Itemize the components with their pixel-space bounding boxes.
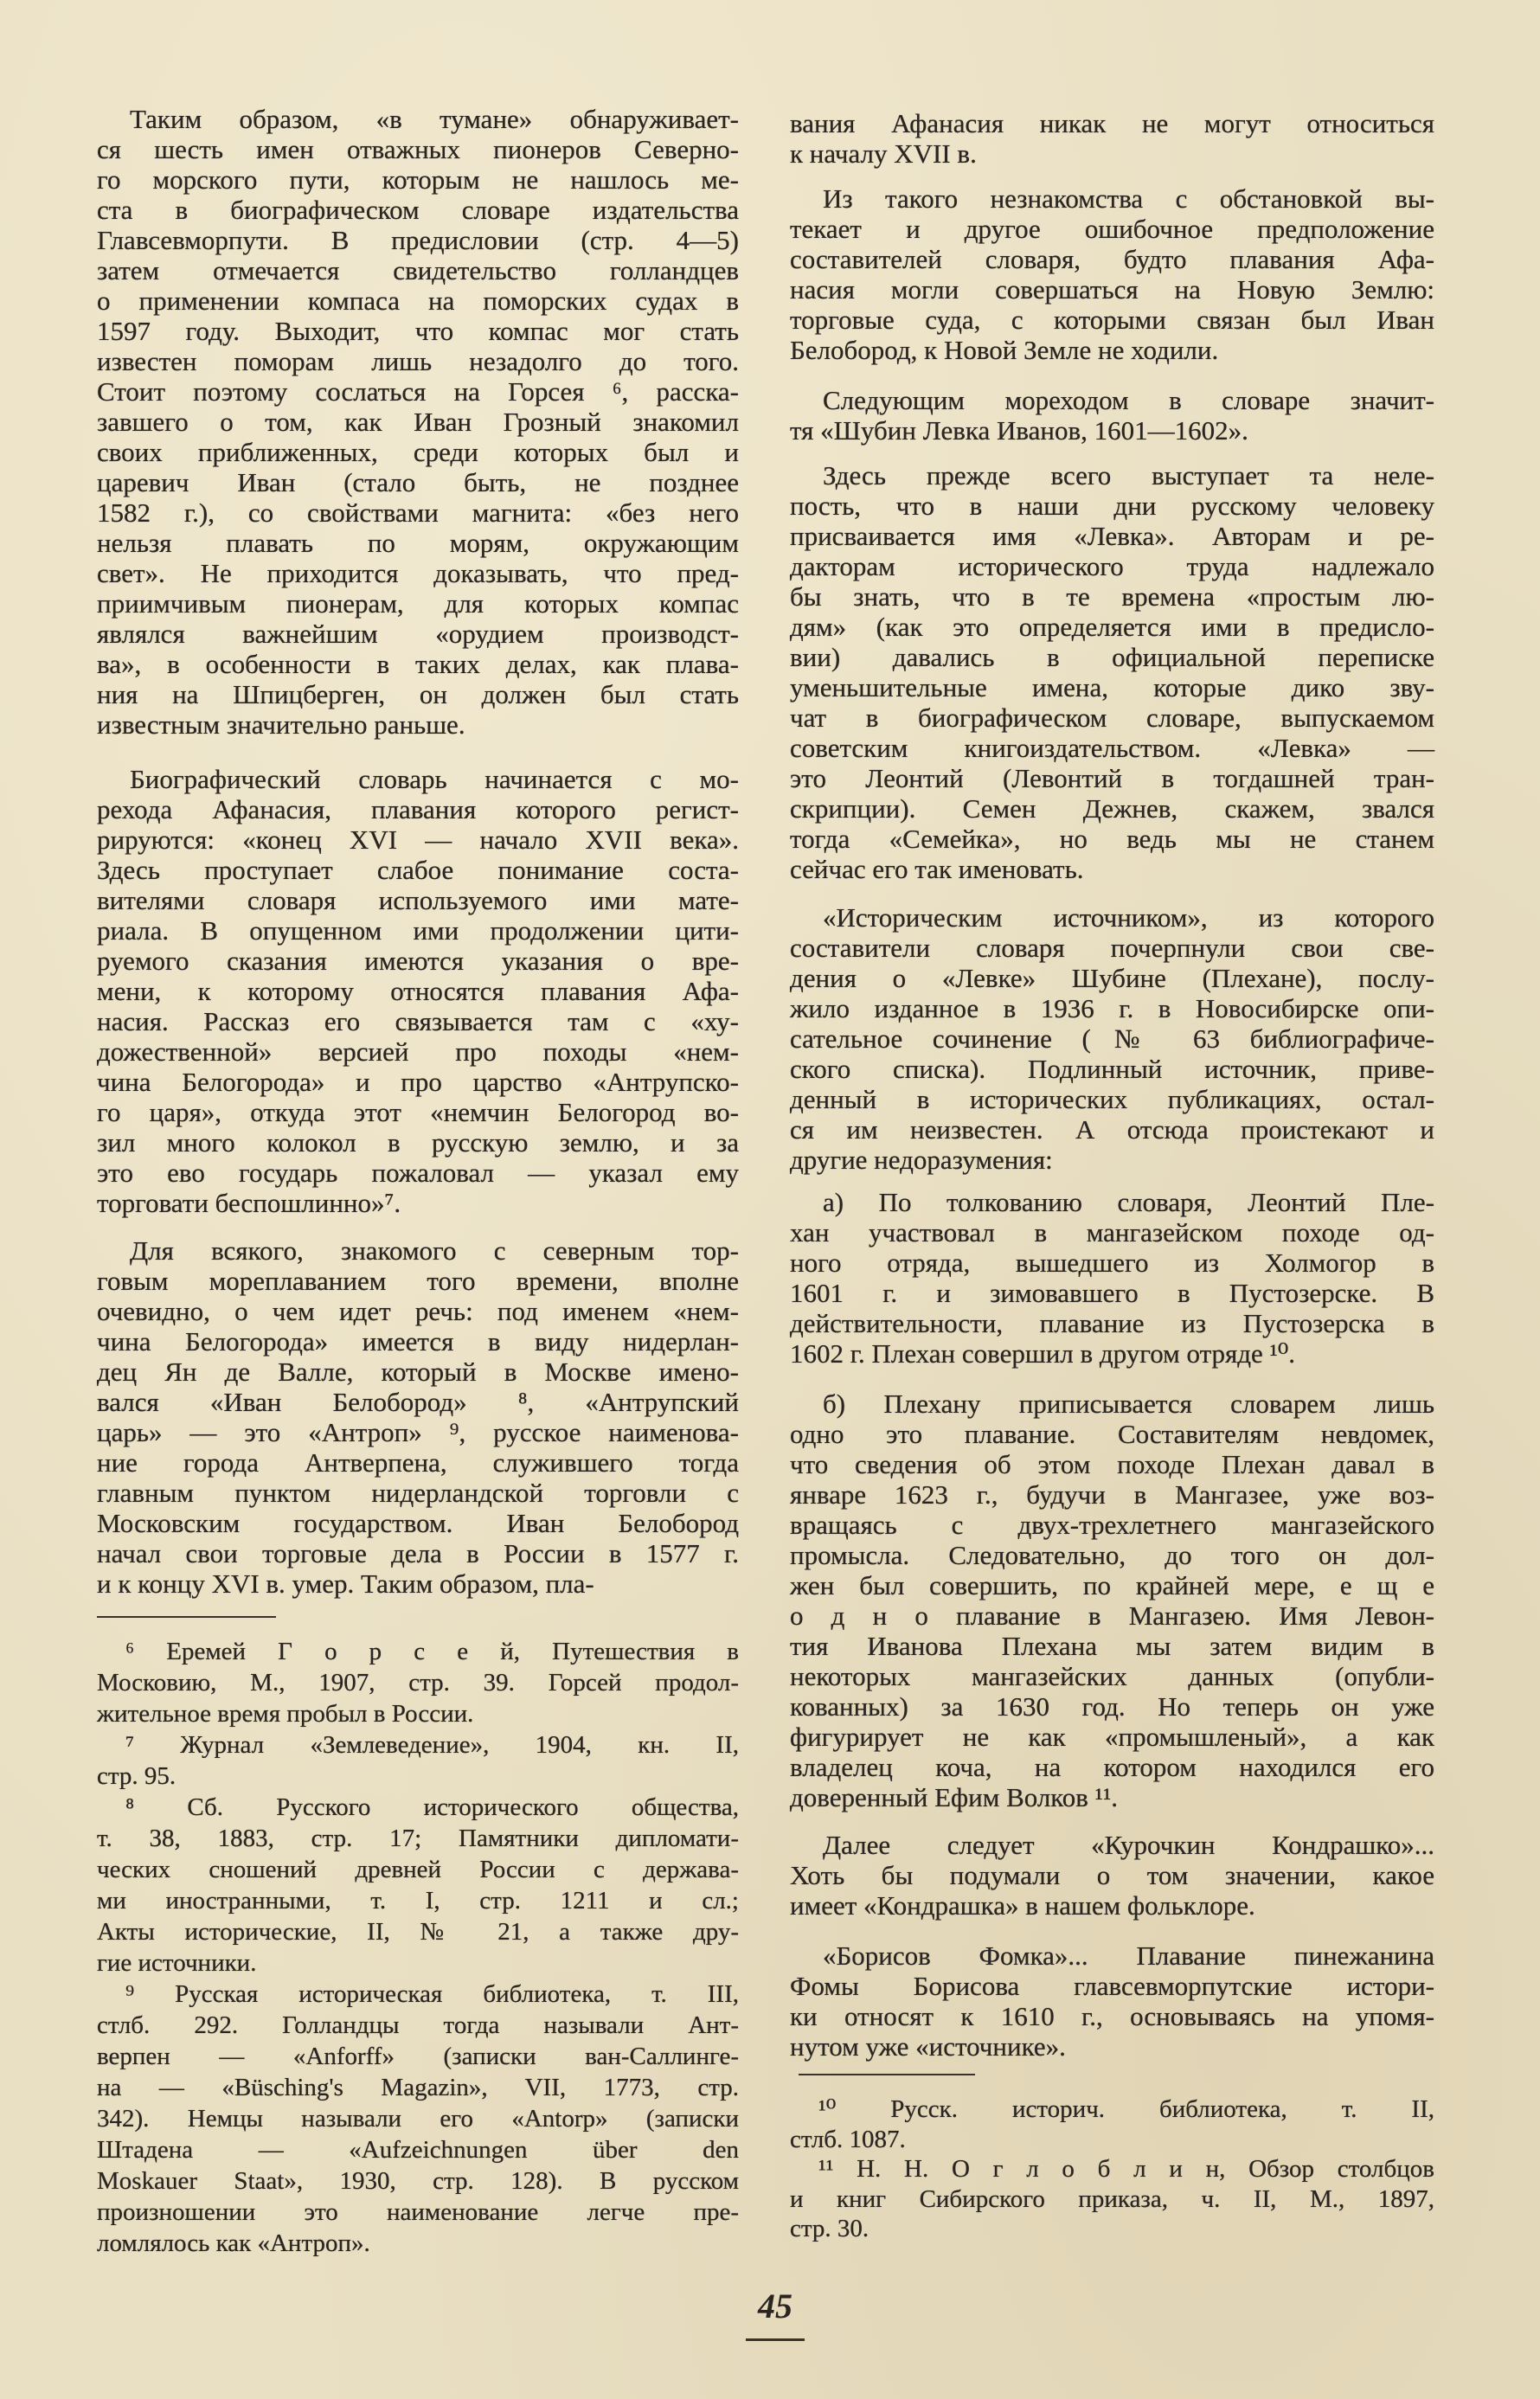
text-line: 1597 году. Выходит, что компас мог стать <box>97 316 739 346</box>
text-line: на — «Büsching's Magazin», VII, 1773, стр. <box>97 2074 739 2101</box>
text-line: царевич Иван (стало быть, не позднее <box>97 467 739 497</box>
text-line: Здесь проступает слабое понимание соста- <box>97 855 739 885</box>
left-paragraph-1 <box>97 104 739 740</box>
text-line: чина Белогорода» имеется в виду нидерлан- <box>97 1326 739 1357</box>
text-line: гие источники. <box>97 1949 257 1977</box>
text-line: Белобород, к Новой Земле не ходили. <box>790 335 1219 365</box>
text-line: стлб. 1087. <box>790 2125 906 2153</box>
text-line: о д н о плавание в Мангазею. Имя Левон- <box>790 1600 1434 1631</box>
text-line: Стоит поэтому сослаться на Горсея ⁶, расска- <box>97 376 739 407</box>
text-line: ломлялось как «Антроп». <box>97 2229 370 2257</box>
text-line: вителями словаря используемого ими мате- <box>97 885 739 915</box>
text-line: приимчивым пионерам, для которых компас <box>97 588 739 619</box>
text-line: дец Ян де Валле, который в Москве имено- <box>97 1357 739 1387</box>
text-line: ⁸ Сб. Русского исторического общества, <box>125 1793 739 1821</box>
footnote-9 <box>97 1979 739 2259</box>
footnote-8 <box>97 1792 739 1979</box>
text-line: и книг Сибирского приказа, ч. II, М., 1897, <box>790 2184 1434 2213</box>
right-paragraph-3 <box>790 385 1434 446</box>
footnote-6 <box>97 1636 739 1729</box>
footnote-10 <box>790 2094 1434 2154</box>
text-line: вращаясь с двух-трехлетнего мангазейского <box>790 1510 1434 1540</box>
text-line: скрипции). Семен Дежнев, скажем, звался <box>790 793 1434 824</box>
text-line: Акты исторические, II, № 21, а также дру- <box>97 1918 739 1946</box>
text-line: ческих сношений древней России с держава- <box>97 1856 739 1883</box>
text-line: это Леонтий (Левонтий в тогдашней тран- <box>790 763 1434 793</box>
text-line: хан участвовал в мангазейском походе од- <box>790 1217 1434 1248</box>
text-line: дожественной» версией про походы «нем- <box>97 1036 739 1067</box>
right-footnotes <box>790 2094 1434 2244</box>
right-paragraph-9 <box>790 1940 1434 2062</box>
text-line: текает и другое ошибочное предположение <box>790 214 1434 244</box>
text-line: свет». Не приходится доказывать, что пред- <box>97 558 739 588</box>
text-line: доверенный Ефим Волков ¹¹. <box>790 1782 1119 1812</box>
text-line: ного отряда, вышедшего из Холмогор в <box>790 1248 1434 1278</box>
page-number-underline <box>746 2338 805 2341</box>
text-line: Далее следует «Курочкин Кондрашко»... <box>823 1830 1434 1860</box>
text-line: владелец коча, на котором находился его <box>790 1752 1434 1782</box>
text-line: дакторам исторического труда надлежало <box>790 551 1434 581</box>
right-paragraph-4 <box>790 460 1434 884</box>
text-line: ся шесть имен отважных пионеров Северно- <box>97 134 739 164</box>
text-line: б) Плехану приписывается словарем лишь <box>823 1389 1434 1419</box>
text-line: вания Афанасия никак не могут относиться <box>790 108 1434 138</box>
text-line: рехода Афанасия, плавания которого регист- <box>97 794 739 824</box>
text-line: некоторых мангазейских данных (опубли- <box>790 1661 1434 1691</box>
text-line: что сведения об этом походе Плехан давал в <box>790 1449 1434 1479</box>
text-line: сейчас его так именовать. <box>790 854 1084 884</box>
text-line: ся им неизвестен. А отсюда проистекают и <box>790 1114 1434 1145</box>
text-line: январе 1623 г., будучи в Мангазее, уже воз- <box>790 1479 1434 1510</box>
text-line: и к концу XVI в. умер. Таким образом, пла- <box>97 1568 594 1599</box>
text-line: царь» — это «Антроп» ⁹, русское наименова- <box>97 1417 739 1447</box>
text-line: го морского пути, которым не нашлось ме- <box>97 164 739 195</box>
text-line: одно это плавание. Составителям невдомек, <box>790 1419 1434 1449</box>
text-line: составители словаря почерпнули свои све- <box>790 933 1434 963</box>
text-line: Фомы Борисова главсевморпутские истори- <box>790 1971 1434 2001</box>
footnote-divider-left <box>97 1616 276 1618</box>
text-line: завшего о том, как Иван Грозный знакомил <box>97 407 739 437</box>
text-line: Из такого незнакомства с обстановкой вы- <box>823 183 1434 214</box>
text-line: жен был совершить, по крайней мере, е щ е <box>790 1570 1434 1600</box>
text-line: Московским государством. Иван Белобород <box>97 1508 739 1538</box>
text-line: «Историческим источником», из которого <box>823 902 1434 933</box>
text-line: дям» (как это определяется ими в предисло- <box>790 612 1434 642</box>
text-line: 1582 г.), со свойствами магнита: «без него <box>97 497 739 528</box>
text-line: другие недоразумения: <box>790 1145 1053 1175</box>
text-line: чина Белогорода» и про царство «Антрупско- <box>97 1067 739 1097</box>
text-line: денный в исторических публикациях, остал- <box>790 1084 1434 1114</box>
text-line: затем отмечается свидетельство голландцев <box>97 255 739 285</box>
text-line: стлб. 292. Голландцы тогда называли Ант- <box>97 2011 739 2039</box>
text-line: а) По толкованию словаря, Леонтий Пле- <box>823 1187 1434 1217</box>
text-line: насия. Рассказ его связывается там с «ху- <box>97 1006 739 1036</box>
text-line: произношении это наименование легче пре- <box>97 2198 739 2226</box>
text-line: пость, что в наши дни русскому человеку <box>790 491 1434 521</box>
text-line: нельзя плавать по морям, окружающим <box>97 528 739 558</box>
text-line: жило изданное в 1936 г. в Новосибирске опи- <box>790 993 1434 1023</box>
text-line: своих приближенных, среди которых был и <box>97 437 739 467</box>
text-line: 1601 г. и зимовавшего в Пустозерске. В <box>790 1278 1434 1308</box>
text-line: чат в биографическом словаре, выпускаемом <box>790 702 1434 733</box>
text-line: Таким образом, «в тумане» обнаруживает- <box>130 104 739 134</box>
text-line: Для всякого, знакомого с северным тор- <box>130 1235 739 1266</box>
text-line: ки относят к 1610 г., основываясь на упомя- <box>790 2001 1434 2031</box>
text-line: бы знать, что в те времена «простым лю- <box>790 581 1434 612</box>
text-line: кованных) за 1630 год. Но теперь он уже <box>790 1691 1434 1722</box>
text-line: Следующим мореходом в словаре значит- <box>823 385 1434 415</box>
text-line: начал свои торговые дела в России в 1577 г. <box>97 1538 739 1568</box>
text-line: Moskauer Staat», 1930, стр. 128). В русском <box>97 2167 739 2195</box>
page-number: 45 <box>758 2287 792 2325</box>
text-line: это ево государь пожаловал — указал ему <box>97 1158 739 1188</box>
text-line: ⁷ Журнал «Землеведение», 1904, кн. II, <box>125 1731 739 1759</box>
text-line: промысла. Следовательно, до того он дол- <box>790 1540 1434 1570</box>
right-paragraph-1 <box>790 108 1434 169</box>
text-line: известен поморам лишь незадолго до того. <box>97 346 739 376</box>
left-footnotes <box>97 1636 739 2259</box>
text-line: насия могли совершаться на Новую Землю: <box>790 274 1434 305</box>
left-paragraph-3 <box>97 1235 739 1599</box>
text-line: составителей словаря, будто плавания Афа- <box>790 244 1434 274</box>
text-line: ⁹ Русская историческая библиотека, т. III, <box>125 1980 739 2008</box>
text-line: присваивается имя «Левка». Авторам и ре- <box>790 521 1434 551</box>
text-line: вался «Иван Белобород» ⁸, «Антрупский <box>97 1387 739 1417</box>
text-line: сательное сочинение (№ 63 библиографиче- <box>790 1023 1434 1054</box>
text-line: 1602 г. Плехан совершил в другом отряде ¹⁰. <box>790 1338 1296 1369</box>
text-line: о применении компаса на поморских судах в <box>97 285 739 316</box>
text-line: «Борисов Фомка»... Плавание пинежанина <box>823 1940 1434 1971</box>
text-line: ⁶ Еремей Г о р с е й, Путешествия в <box>125 1638 739 1665</box>
text-line: руемого сказания имеются указания о вре- <box>97 946 739 976</box>
text-line: ва», в особенности в таких делах, как плава- <box>97 649 739 679</box>
text-line: имеет «Кондрашка» в нашем фольклоре. <box>790 1890 1255 1921</box>
text-line: Московию, М., 1907, стр. 39. Горсей продол- <box>97 1669 739 1697</box>
text-line: действительности, плавание из Пустозерска в <box>790 1308 1434 1338</box>
text-line: фигурирует не как «промышленый», а как <box>790 1722 1434 1752</box>
text-line: стр. 95. <box>97 1762 176 1790</box>
text-line: го царя», откуда этот «немчин Белогород во- <box>97 1097 739 1127</box>
text-line: ¹¹ Н. Н. О г л о б л и н, Обзор столбцов <box>818 2155 1434 2183</box>
text-line: известным значительно раньше. <box>97 709 465 740</box>
text-line: Главсевморпути. В предисловии (стр. 4—5) <box>97 225 739 255</box>
right-paragraph-6 <box>790 1187 1434 1369</box>
text-line: являлся важнейшим «орудием производст- <box>97 619 739 649</box>
text-line: очевидно, о чем идет речь: под именем «нем- <box>97 1296 739 1326</box>
text-line: главным пунктом нидерландской торговли с <box>97 1478 739 1508</box>
right-paragraph-5 <box>790 902 1434 1175</box>
text-line: т. 38, 1883, стр. 17; Памятники дипломати- <box>97 1825 739 1852</box>
footnote-7 <box>97 1729 739 1792</box>
right-paragraph-8 <box>790 1830 1434 1921</box>
text-line: мени, к которому относятся плавания Афа- <box>97 976 739 1006</box>
text-line: Биографический словарь начинается с мо- <box>130 764 739 794</box>
text-line: торговые суда, с которыми связан был Иван <box>790 305 1434 335</box>
text-line: стр. 30. <box>790 2215 869 2242</box>
text-line: уменьшительные имена, которые дико зву- <box>790 672 1434 702</box>
footnote-11 <box>790 2154 1434 2244</box>
right-paragraph-2 <box>790 183 1434 365</box>
text-line: ста в биографическом словаре издательства <box>97 195 739 225</box>
text-line: ¹⁰ Русск. историч. библиотека, т. II, <box>818 2095 1434 2123</box>
text-line: верпен — «Anforff» (записки ван-Саллинге- <box>97 2043 739 2070</box>
left-paragraph-2 <box>97 764 739 1218</box>
text-line: говым мореплаванием того времени, вполне <box>97 1266 739 1296</box>
text-line: тя «Шубин Левка Иванов, 1601—1602». <box>790 415 1248 446</box>
text-line: 342). Немцы называли его «Antorp» (записки <box>97 2105 739 2133</box>
text-line: Штадена — «Aufzeichnungen über den <box>97 2136 739 2164</box>
text-line: Здесь прежде всего выступает та неле- <box>823 460 1434 491</box>
text-line: Хоть бы подумали о том значении, какое <box>790 1860 1434 1890</box>
text-line: зил много колокол в русскую землю, и за <box>97 1127 739 1158</box>
text-line: ние города Антверпена, служившего тогда <box>97 1447 739 1478</box>
right-paragraph-7 <box>790 1389 1434 1812</box>
text-line: ского списка). Подлинный источник, приве- <box>790 1054 1434 1084</box>
text-line: тия Иванова Плехана мы затем видим в <box>790 1631 1434 1661</box>
text-line: рируются: «конец XVI — начало XVII века». <box>97 824 739 855</box>
text-line: торговати беспошлинно»⁷. <box>97 1188 401 1218</box>
text-line: нутом уже «источнике». <box>790 2031 1066 2062</box>
text-line: ми иностранными, т. I, стр. 1211 и сл.; <box>97 1887 739 1915</box>
text-line: ния на Шпицберген, он должен был стать <box>97 679 739 709</box>
text-line: риала. В опущенном ими продолжении цити- <box>97 915 739 946</box>
text-line: к началу XVII в. <box>790 138 977 169</box>
text-line: советским книгоиздательством. «Левка» — <box>790 733 1434 763</box>
text-line: дения о «Левке» Шубине (Плехане), послу- <box>790 963 1434 993</box>
text-line: тогда «Семейка», но ведь мы не станем <box>790 824 1434 854</box>
text-line: вии) давались в официальной переписке <box>790 642 1434 672</box>
footnote-divider-right <box>799 2074 975 2075</box>
text-line: жительное время пробыл в России. <box>97 1700 474 1728</box>
